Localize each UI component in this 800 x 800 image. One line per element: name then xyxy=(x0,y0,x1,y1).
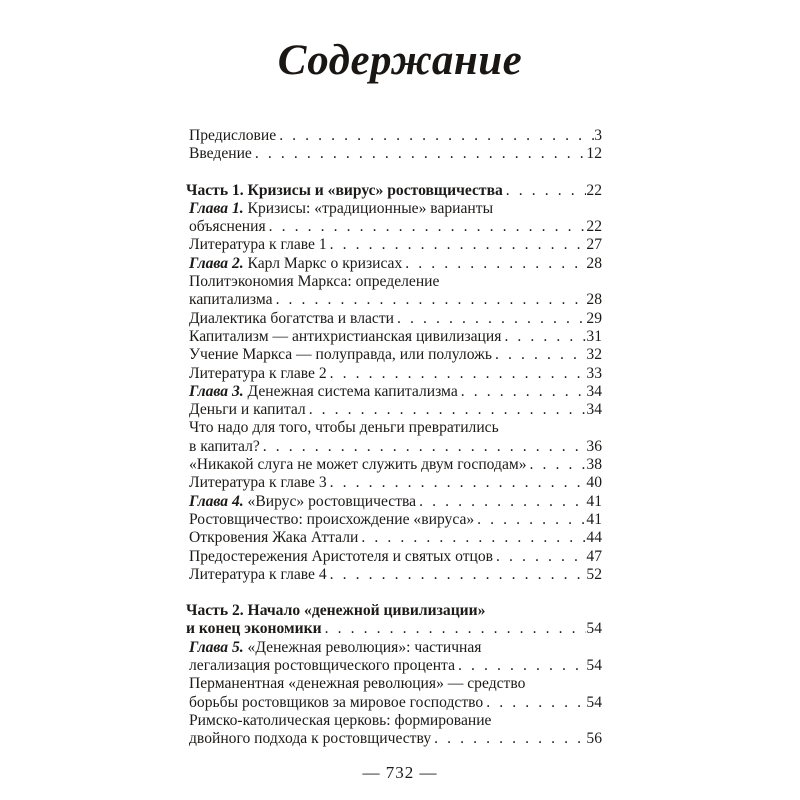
chapter-label: Глава 1. xyxy=(189,199,244,217)
toc-entry xyxy=(186,548,602,566)
toc-line xyxy=(186,657,602,675)
toc-title-text: Литература к главе 2 xyxy=(189,364,327,382)
toc-line xyxy=(186,145,602,163)
toc-page-number: 36 xyxy=(586,437,602,455)
toc-line xyxy=(186,328,602,346)
dot-leader xyxy=(276,127,594,145)
toc-page-number: 54 xyxy=(586,620,602,638)
toc-title-text: борьбы ростовщиков за мировое господство xyxy=(189,693,484,711)
toc-page-number: 38 xyxy=(586,456,602,474)
toc-page-number: 22 xyxy=(586,181,602,199)
toc-line xyxy=(186,548,602,566)
toc-page-number: 41 xyxy=(586,492,602,510)
toc-line xyxy=(186,236,602,254)
toc-title-text: Что надо для того, чтобы деньги превратились xyxy=(189,419,499,437)
toc-chapter-entry xyxy=(186,493,602,511)
toc-title-text: Предостережения Аристотеля и святых отцов xyxy=(189,547,494,565)
dot-leader xyxy=(327,365,587,383)
toc-line xyxy=(186,182,602,200)
toc-line xyxy=(186,620,602,638)
toc-page-number: 34 xyxy=(586,401,602,419)
toc-entry xyxy=(186,127,602,145)
toc-line xyxy=(186,529,602,547)
dot-leader xyxy=(327,474,587,492)
toc-page-number: 41 xyxy=(586,510,602,528)
dot-leader xyxy=(501,328,586,346)
toc-entry xyxy=(186,273,602,310)
toc-entry xyxy=(186,529,602,547)
toc-entry xyxy=(186,566,602,584)
toc-title-text: Деньги и капитал xyxy=(189,401,306,419)
dot-leader xyxy=(252,145,587,163)
toc-line xyxy=(186,639,602,657)
toc-title-text: в капитал? xyxy=(189,437,260,455)
toc-line xyxy=(186,438,602,456)
page-number: — 732 — xyxy=(362,763,438,782)
toc-title-text: «Денежная революция»: частичная xyxy=(247,638,482,656)
toc-entry xyxy=(186,474,602,492)
toc-line xyxy=(186,346,602,364)
toc-page-number: 28 xyxy=(586,254,602,272)
toc-line xyxy=(186,566,602,584)
toc-page-number: 52 xyxy=(586,565,602,583)
toc-title-text: Введение xyxy=(189,145,252,163)
toc-line xyxy=(186,511,602,529)
toc-part-entry xyxy=(186,182,602,200)
dot-leader xyxy=(402,255,586,273)
dot-leader xyxy=(431,730,586,748)
toc-line xyxy=(186,730,602,748)
toc-line xyxy=(186,291,602,309)
toc-title-text: Политэкономия Маркса: определение xyxy=(189,273,440,291)
toc-line xyxy=(186,401,602,419)
toc-entry xyxy=(186,419,602,456)
dot-leader xyxy=(455,657,586,675)
toc-entry xyxy=(186,511,602,529)
toc-page-number: 3 xyxy=(594,127,602,144)
toc-line xyxy=(186,127,602,145)
dot-leader xyxy=(416,493,586,511)
table-of-contents xyxy=(186,127,602,749)
toc-entry xyxy=(186,236,602,254)
toc-line xyxy=(186,255,602,273)
toc-entry xyxy=(186,675,602,712)
toc-page-number: 33 xyxy=(586,364,602,382)
toc-entry xyxy=(186,346,602,364)
toc-page-number: 29 xyxy=(586,309,602,327)
toc-chapter-entry xyxy=(186,383,602,401)
dot-leader xyxy=(266,218,587,236)
toc-line xyxy=(186,273,602,291)
toc-title-text: Кризисы: «традиционные» варианты xyxy=(247,199,494,217)
toc-page-number: 44 xyxy=(586,529,602,547)
toc-line xyxy=(186,383,602,401)
dot-leader xyxy=(458,383,587,401)
toc-line xyxy=(186,310,602,328)
toc-part-entry xyxy=(186,602,602,639)
toc-chapter-entry xyxy=(186,200,602,237)
toc-line xyxy=(186,694,602,712)
dot-leader xyxy=(273,291,587,309)
toc-title-text: Часть 2. Начало «денежной цивилизации» xyxy=(186,602,486,620)
toc-title-text: Перманентная «денежная революция» — средство xyxy=(189,675,526,693)
toc-title-text: Предисловие xyxy=(189,127,277,144)
toc-title-text: Литература к главе 1 xyxy=(189,236,327,254)
toc-title-text: Римско-католическая церковь: формирование xyxy=(189,711,492,729)
toc-title-text: Учение Маркса — полуправда, или полуложь xyxy=(189,346,492,364)
toc-title-text: Литература к главе 4 xyxy=(189,565,327,583)
toc-line xyxy=(186,419,602,437)
toc-page-number: 47 xyxy=(586,547,602,565)
dot-leader xyxy=(474,511,586,529)
chapter-label: Глава 4. xyxy=(189,492,244,510)
toc-line xyxy=(186,675,602,693)
toc-page-number: 32 xyxy=(586,346,602,364)
toc-page-number: 27 xyxy=(586,236,602,254)
toc-title-text: и конец экономики xyxy=(186,620,322,638)
toc-entry xyxy=(186,712,602,749)
toc-title-text: Ростовщичество: происхождение «вируса» xyxy=(189,510,475,528)
toc-chapter-entry xyxy=(186,639,602,676)
toc-line xyxy=(186,493,602,511)
toc-title-text: Денежная система капитализма xyxy=(247,382,458,400)
toc-title-text: Карл Маркс о кризисах xyxy=(247,254,403,272)
chapter-label: Глава 3. xyxy=(189,382,244,400)
dot-leader xyxy=(493,548,586,566)
dot-leader xyxy=(358,529,586,547)
toc-entry xyxy=(186,328,602,346)
dot-leader xyxy=(327,566,587,584)
dot-leader xyxy=(327,236,587,254)
dot-leader xyxy=(527,456,587,474)
toc-page-number: 31 xyxy=(586,327,602,345)
dot-leader xyxy=(260,438,587,456)
toc-line xyxy=(186,218,602,236)
toc-title-text: «Никакой слуга не может служить двум господам» xyxy=(189,456,527,474)
page-title: Содержание xyxy=(277,37,523,84)
toc-title-text: двойного подхода к ростовщичеству xyxy=(189,730,432,748)
toc-page-number: 12 xyxy=(586,145,602,163)
toc-title-text: Диалектика богатства и власти xyxy=(189,309,394,327)
dot-leader xyxy=(492,346,586,364)
toc-title-text: объяснения xyxy=(189,218,266,236)
toc-line xyxy=(186,365,602,383)
toc-entry xyxy=(186,401,602,419)
toc-line xyxy=(186,712,602,730)
toc-title-text: Откровения Жака Аттали xyxy=(189,529,359,547)
toc-title-text: «Вирус» ростовщичества xyxy=(247,492,417,510)
toc-entry xyxy=(186,145,602,163)
dot-leader xyxy=(483,694,586,712)
toc-title-text: капитализма xyxy=(189,291,273,309)
chapter-label: Глава 2. xyxy=(189,254,244,272)
dot-leader xyxy=(322,620,587,638)
toc-page-number: 54 xyxy=(586,657,602,675)
toc-line xyxy=(186,474,602,492)
dot-leader xyxy=(306,401,587,419)
toc-title-text: Часть 1. Кризисы и «вирус» ростовщичества xyxy=(186,181,503,199)
toc-page-number: 28 xyxy=(586,291,602,309)
toc-title-text: Литература к главе 3 xyxy=(189,474,327,492)
toc-page-number: 56 xyxy=(586,730,602,748)
toc-entry xyxy=(186,310,602,328)
toc-page-number: 34 xyxy=(586,382,602,400)
toc-page-number: 54 xyxy=(586,693,602,711)
dot-leader xyxy=(503,182,587,200)
toc-line xyxy=(186,602,602,620)
toc-page-number: 22 xyxy=(586,218,602,236)
toc-line xyxy=(186,200,602,218)
toc-entry xyxy=(186,456,602,474)
dot-leader xyxy=(394,310,586,328)
toc-entry xyxy=(186,365,602,383)
toc-page-number: 40 xyxy=(586,474,602,492)
toc-chapter-entry xyxy=(186,255,602,273)
toc-title-text: Капитализм — антихристианская цивилизация xyxy=(189,327,502,345)
toc-line xyxy=(186,456,602,474)
chapter-label: Глава 5. xyxy=(189,638,244,656)
toc-title-text: легализация ростовщического процента xyxy=(189,657,455,675)
